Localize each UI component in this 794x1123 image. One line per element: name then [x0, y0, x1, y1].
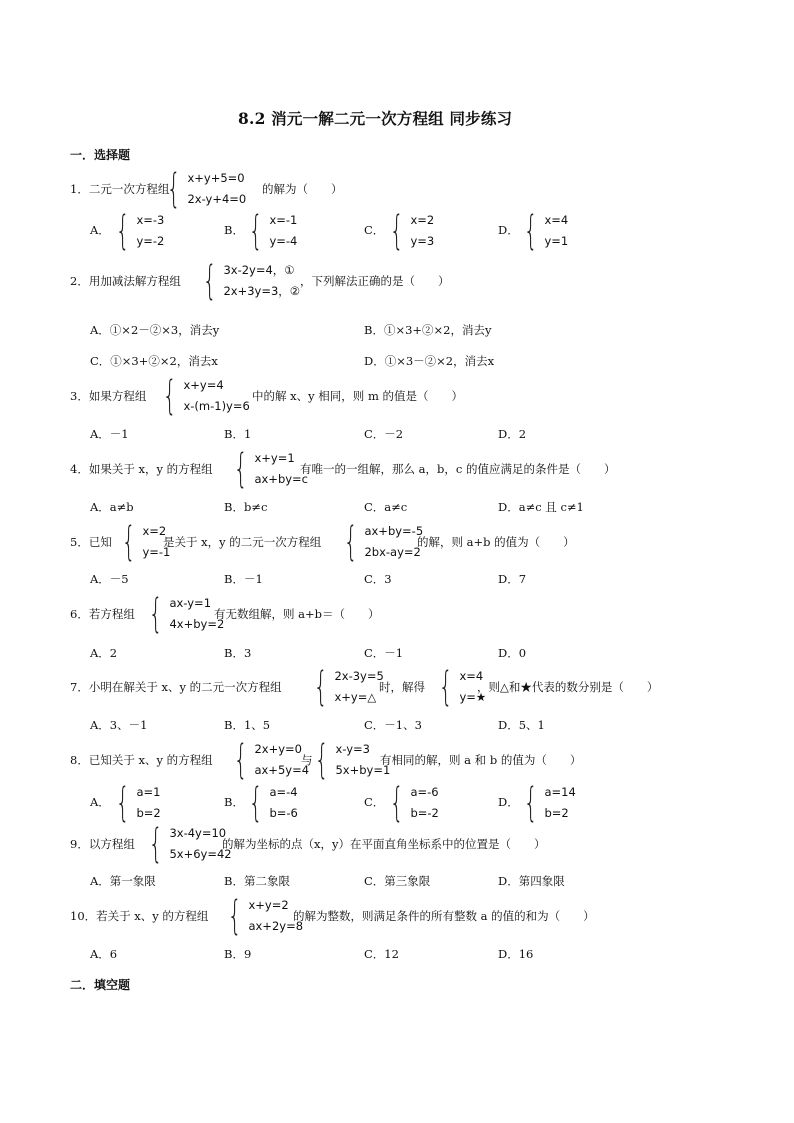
q1-option-a[interactable]: { x=-3 y=-2 [115, 208, 165, 254]
q3-prompt-end: 中的解 x、y 相同，则 m 的值是（ ） [252, 389, 464, 403]
q1-option-c[interactable]: { x=2 y=3 [389, 208, 435, 254]
q10-option-a[interactable]: A．6 [90, 947, 118, 961]
left-brace-icon: { [343, 519, 358, 565]
q4-prompt-end: 有唯一的一组解，那么 a，b，c 的值应满足的条件是（ ） [300, 462, 616, 476]
left-brace-icon: { [523, 208, 538, 254]
left-brace-icon: { [233, 446, 248, 492]
q2-option-d[interactable]: D．①×3－②×2，消去x [364, 354, 495, 368]
q7-option-d[interactable]: D．5、1 [498, 718, 545, 732]
q8-option-a-label[interactable]: A． [90, 795, 110, 809]
q3-prompt: 3．如果方程组 [70, 389, 147, 403]
q7-option-a[interactable]: A．3、－1 [90, 718, 148, 732]
q6-prompt: 6．若方程组 [70, 607, 135, 621]
q5-option-d[interactable]: D．7 [498, 572, 527, 586]
q10-option-b[interactable]: B．9 [224, 947, 252, 961]
left-brace-icon: { [233, 737, 248, 783]
left-brace-icon: { [227, 893, 242, 939]
q3-option-a[interactable]: A．－1 [90, 427, 129, 441]
left-brace-icon: { [121, 519, 136, 565]
q4-prompt: 4．如果关于 x，y 的方程组 [70, 462, 213, 476]
q8-option-c-label[interactable]: C． [364, 795, 385, 809]
q8-prompt-mid: 与 [301, 753, 313, 767]
q8-option-c[interactable]: { a=-6 b=-2 [389, 780, 439, 826]
q9-option-b[interactable]: B．第二象限 [224, 874, 290, 888]
section-heading-choice: 一．选择题 [70, 148, 131, 162]
left-brace-icon: { [148, 591, 163, 637]
left-brace-icon: { [248, 780, 263, 826]
q1-option-d-label[interactable]: D． [498, 223, 519, 237]
q2-prompt-end: ，下列解法正确的是（ ） [300, 274, 450, 288]
q7-system: { 2x-3y=5 x+y=△ [313, 664, 384, 710]
q6-option-b[interactable]: B．3 [224, 646, 252, 660]
q5-prompt-end: 的解，则 a+b 的值为（ ） [417, 535, 575, 549]
q6-option-c[interactable]: C．－1 [364, 646, 404, 660]
q4-option-c[interactable]: C．a≠c [364, 500, 408, 514]
q5-prompt-mid: 是关于 x，y 的二元一次方程组 [163, 535, 322, 549]
q10-system: { x+y=2 ax+2y=8 [227, 893, 304, 939]
q8-option-a[interactable]: { a=1 b=2 [115, 780, 161, 826]
q8-option-d[interactable]: { a=14 b=2 [523, 780, 576, 826]
q10-prompt-end: 的解为整数，则满足条件的所有整数 a 的值的和为（ ） [293, 909, 595, 923]
q3-system: { x+y=4 x-(m-1)y=6 [162, 373, 250, 419]
left-brace-icon: { [148, 821, 163, 867]
q8-option-d-label[interactable]: D． [498, 795, 519, 809]
q9-system: { 3x-4y=10 5x+6y=42 [148, 821, 232, 867]
q8-system-2: { x-y=3 5x+by=1 [314, 737, 391, 783]
q4-system: { x+y=1 ax+by=c [233, 446, 309, 492]
q1-option-b-label[interactable]: B． [224, 223, 244, 237]
q5-system-solution: { x=2 y=-1 [121, 519, 171, 565]
q6-system: { ax-y=1 4x+by=2 [148, 591, 225, 637]
q10-option-c[interactable]: C．12 [364, 947, 399, 961]
q6-prompt-end: 有无数组解，则 a+b＝（ ） [214, 607, 380, 621]
q3-option-b[interactable]: B．1 [224, 427, 252, 441]
q1-option-d[interactable]: { x=4 y=1 [523, 208, 569, 254]
q9-prompt: 9．以方程组 [70, 837, 135, 851]
page-title: 8.2 消元一解二元一次方程组 同步练习 [238, 109, 513, 128]
q8-prompt: 8．已知关于 x、y 的方程组 [70, 753, 213, 767]
q7-system-solution: { x=4 y=★ [438, 664, 487, 710]
q1-option-c-label[interactable]: C． [364, 223, 385, 237]
left-brace-icon: { [389, 780, 404, 826]
q9-option-a[interactable]: A．第一象限 [90, 874, 156, 888]
q1-system: { x+y+5=0 2x-y+4=0 [166, 166, 247, 212]
left-brace-icon: { [313, 664, 328, 710]
q7-prompt: 7．小明在解关于 x、y 的二元一次方程组 [70, 680, 282, 694]
q8-prompt-end: 有相同的解，则 a 和 b 的值为（ ） [380, 753, 582, 767]
q6-option-a[interactable]: A．2 [90, 646, 118, 660]
q4-option-b[interactable]: B．b≠c [224, 500, 268, 514]
q2-option-b[interactable]: B．①×3+②×2，消去y [364, 323, 492, 337]
q5-option-c[interactable]: C．3 [364, 572, 392, 586]
q5-system: { ax+by=-5 2bx-ay=2 [343, 519, 424, 565]
q2-system: { 3x-2y=4，① 2x+3y=3，② [202, 258, 301, 304]
q2-option-a[interactable]: A．①×2－②×3，消去y [90, 323, 220, 337]
left-brace-icon: { [523, 780, 538, 826]
left-brace-icon: { [166, 166, 181, 212]
q1-option-a-label[interactable]: A． [90, 223, 110, 237]
left-brace-icon: { [438, 664, 453, 710]
q3-option-d[interactable]: D．2 [498, 427, 527, 441]
section-heading-fill-in: 二．填空题 [70, 978, 131, 992]
q7-option-c[interactable]: C．－1、3 [364, 718, 422, 732]
q7-prompt-mid: 时，解得 [379, 680, 425, 694]
left-brace-icon: { [314, 737, 329, 783]
q1-prompt-end: 的解为（ ） [262, 182, 343, 196]
q4-option-d[interactable]: D．a≠c 且 c≠1 [498, 500, 584, 514]
left-brace-icon: { [162, 373, 177, 419]
q5-prompt: 5．已知 [70, 535, 112, 549]
q7-prompt-end: ，则△和★代表的数分别是（ ） [477, 680, 659, 694]
q1-prompt: 1．二元一次方程组 [70, 182, 170, 196]
q8-system-1: { 2x+y=0 ax+5y=4 [233, 737, 310, 783]
q8-option-b-label[interactable]: B． [224, 795, 244, 809]
left-brace-icon: { [389, 208, 404, 254]
q4-option-a[interactable]: A．a≠b [90, 500, 134, 514]
q3-option-c[interactable]: C．－2 [364, 427, 404, 441]
left-brace-icon: { [202, 258, 217, 304]
q1-option-b[interactable]: { x=-1 y=-4 [248, 208, 298, 254]
q5-option-a[interactable]: A．－5 [90, 572, 129, 586]
left-brace-icon: { [115, 780, 130, 826]
q10-option-d[interactable]: D．16 [498, 947, 534, 961]
left-brace-icon: { [248, 208, 263, 254]
q10-prompt: 10．若关于 x、y 的方程组 [70, 909, 209, 923]
q5-option-b[interactable]: B．－1 [224, 572, 263, 586]
q6-option-d[interactable]: D．0 [498, 646, 527, 660]
left-brace-icon: { [115, 208, 130, 254]
q9-prompt-end: 的解为坐标的点（x，y）在平面直角坐标系中的位置是（ ） [222, 837, 546, 851]
q8-option-b[interactable]: { a=-4 b=-6 [248, 780, 298, 826]
q9-option-c[interactable]: C．第三象限 [364, 874, 431, 888]
q9-option-d[interactable]: D．第四象限 [498, 874, 565, 888]
q2-prompt: 2．用加减法解方程组 [70, 274, 181, 288]
q2-option-c[interactable]: C．①×3+②×2，消去x [90, 354, 218, 368]
q7-option-b[interactable]: B．1、5 [224, 718, 271, 732]
